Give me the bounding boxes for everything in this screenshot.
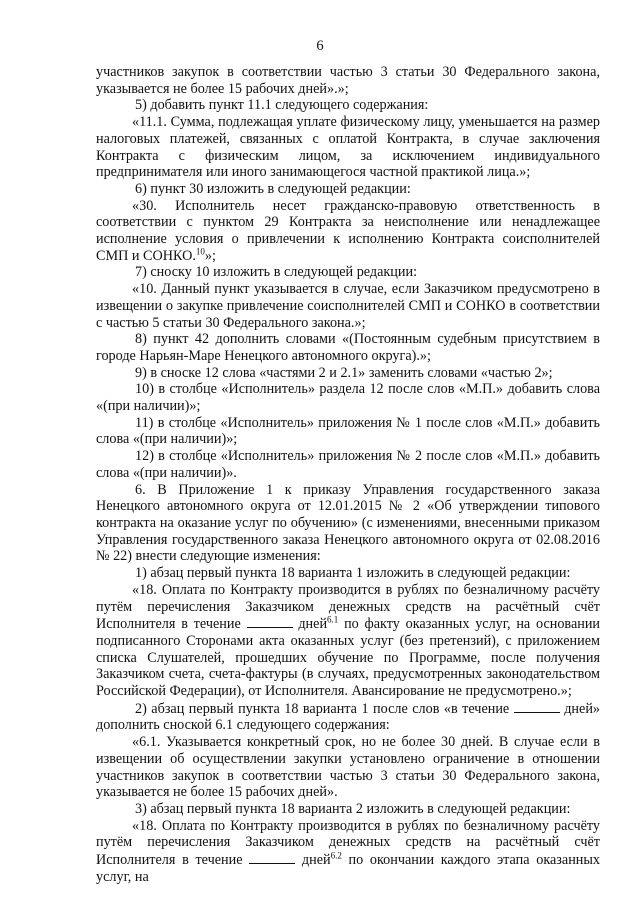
paragraph-text: 6) пункт 30 изложить в следующей редакции: — [135, 180, 411, 197]
footnote-mark: 6.2 — [330, 850, 342, 861]
blank-line — [249, 851, 295, 864]
paragraph-text: 11) в столбце «Исполнитель» приложения № 1 после слов «М.П.» добавить слова «(при наличии)»; — [96, 414, 600, 448]
blank-line — [514, 700, 560, 713]
paragraph — [96, 565, 600, 582]
paragraph-text: 3) абзац первый пункта 18 варианта 2 изложить в следующей редакции: — [135, 800, 571, 817]
paragraph-text-continued: дней» дополнить сноской 6.1 следующего содержания: — [96, 700, 600, 734]
paragraph-text: 1) абзац первый пункта 18 варианта 1 изложить в следующей редакции: — [135, 565, 571, 582]
paragraph-text: «18. Оплата по Контракту производится в рублях по безналичному расчёту путём перечисления Заказчиком денежных средств на расчётный счёт Исполнителя в течение — [96, 817, 600, 869]
paragraph — [96, 181, 600, 198]
paragraph-tail: по окончании каждого этапа оказанных услуг, на — [96, 852, 601, 885]
paragraph-text: «10. Данный пункт указывается в случае, если Заказчиком предусмотрено в извещении о закупке привлечение соисполнителей СМП и СОНКО в соответствии с частью 5 статьи 30 Федерального закона.»; — [96, 281, 600, 331]
paragraph — [96, 114, 600, 181]
paragraph — [96, 97, 600, 114]
paragraph-text: 6. В Приложение 1 к приказу Управления государственного заказа Ненецкого автономного округа от 12.01.2015 № 2 «Об утверждении типового контракта на оказание услуг по обучению» (с изменениями, внесенными приказом Управления государственного заказа Ненецкого автономного округа от 02.08.2016 № 22) внести следующие изменения: — [96, 481, 600, 565]
paragraph-text: 2) абзац первый пункта 18 варианта 1 после слов «в течение — [135, 700, 510, 717]
paragraph-text: 12) в столбце «Исполнитель» приложения № 2 после слов «М.П.» добавить слова «(при наличии)». — [96, 448, 600, 481]
paragraph — [96, 198, 600, 265]
paragraph-text: 10) в столбце «Исполнитель» раздела 12 после слов «М.П.» добавить слова «(при наличии)»; — [96, 381, 600, 415]
paragraph-text: 8) пункт 42 дополнить словами «(Постоянным судебным присутствием в городе Нарьян-Маре Ненецкого автономного округа).»; — [96, 331, 600, 364]
paragraph-text: «18. Оплата по Контракту производится в рублях по безналичному расчёту путём перечисления Заказчиком денежных средств на расчётный счёт Исполнителя в течение — [96, 581, 600, 633]
paragraph-text-continued: дней — [292, 616, 328, 633]
paragraph-text: «30. Исполнитель несет гражданско-правовую ответственность в соответствии с пунктом 29 Контракта за неисполнение или ненадлежащее исполнение условия о привлечении к исполнению Контракта соисполнителей СМП и СОНКО. — [96, 197, 600, 264]
paragraph-text: «6.1. Указывается конкретный срок, но не более 30 дней. В случае если в извещении об осуществлении закупки установлено ограничение в отношении участников закупок в соответствии частью 3 статьи 30 Федерального закона, указывается не более 15 рабочих дней». — [96, 734, 600, 801]
paragraph — [96, 801, 600, 818]
page-number: 6 — [316, 38, 324, 54]
paragraph — [96, 734, 600, 801]
paragraph — [96, 381, 600, 414]
paragraph — [96, 818, 600, 886]
footnote-mark: 10 — [195, 246, 205, 256]
paragraph-text: «11.1. Сумма, подлежащая уплате физическому лицу, уменьшается на размер налоговых платежей, связанных с оплатой Контракта, в случае заключения Контракта с физическим лицом, за исключением индивидуального предпринимателя или иного занимающегося частной практикой лица.»; — [96, 114, 600, 181]
paragraph — [96, 365, 600, 382]
paragraph — [96, 264, 600, 281]
paragraph — [96, 582, 600, 700]
paragraph — [96, 64, 600, 97]
paragraph — [96, 281, 600, 331]
paragraph-tail: по факту оказанных услуг, на основании подписанного Сторонами акта оказанных услуг (без претензий), с приложением списка Слушателей, прошедших обучение по Программе, после получения Заказчиком счета, счета-фактуры (в случаях, предусмотренных законодательством Российской Федерации), от Исполнителя. Авансирование не предусмотрено.»; — [96, 616, 601, 700]
paragraph-tail: »; — [204, 247, 216, 264]
footnote-mark: 6.1 — [327, 614, 339, 625]
paragraph-text: участников закупок в соответствии частью 3 статьи 30 Федерального закона, указывается не более 15 рабочих дней».»; — [96, 64, 600, 97]
paragraph-text: 5) добавить пункт 11.1 следующего содержания: — [135, 97, 429, 114]
paragraph — [96, 415, 600, 448]
document-body — [96, 64, 600, 885]
paragraph — [96, 700, 600, 734]
paragraph — [96, 448, 600, 481]
paragraph-text: 9) в сноске 12 слова «частями 2 и 2.1» заменить словами «частью 2»; — [135, 364, 553, 381]
paragraph-text: 7) сноску 10 изложить в следующей редакции: — [135, 264, 418, 281]
blank-line — [247, 615, 293, 628]
paragraph — [96, 331, 600, 364]
paragraph-text-continued: дней — [295, 852, 331, 869]
paragraph — [96, 482, 600, 566]
